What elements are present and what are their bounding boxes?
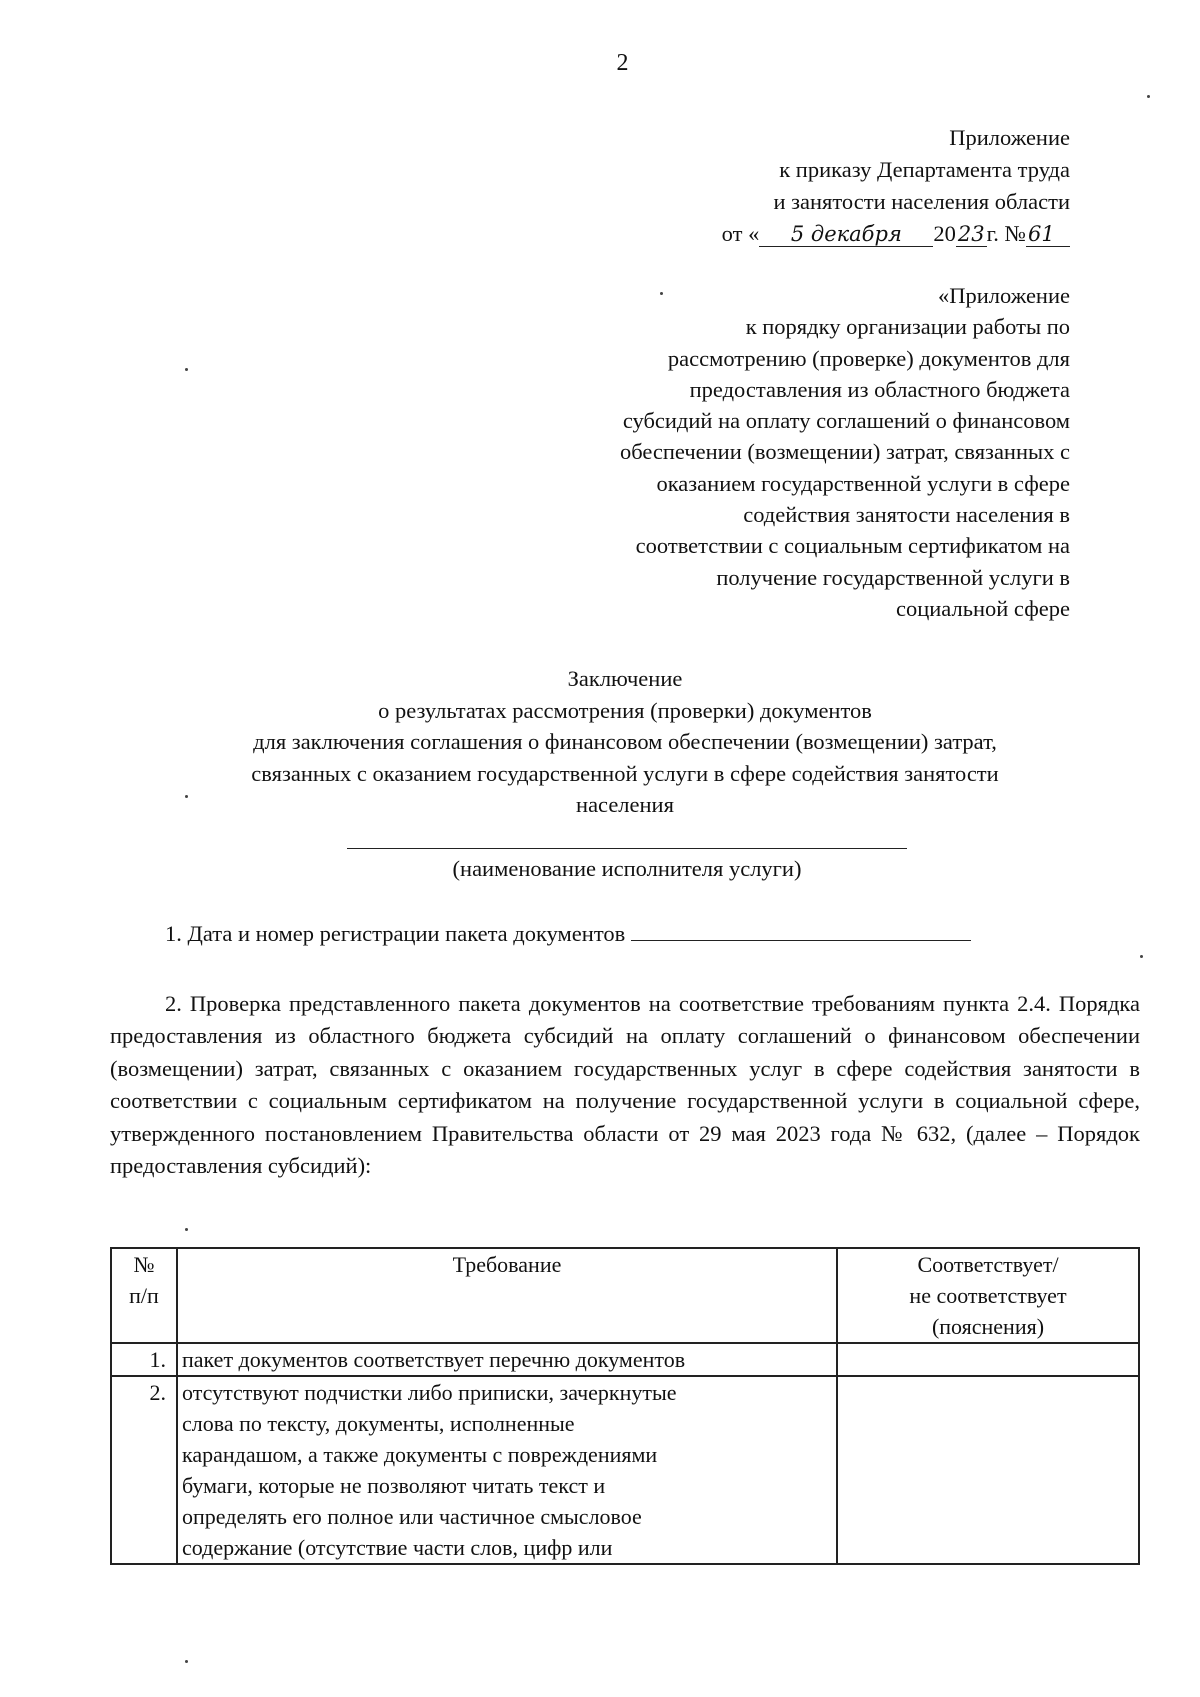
contractor-name-caption: (наименование исполнителя услуги) [452,856,802,881]
row-number: 2. [111,1376,177,1564]
header-number [111,1248,177,1343]
header-number-line: п/п [129,1283,159,1308]
requirement-line: пакет документов соответствует перечню документов [182,1347,686,1372]
row-requirement [177,1343,837,1376]
procedure-line: социальной сфере [895,595,1070,621]
conclusion-title: Заключение [567,666,683,691]
contractor-name-blank [347,848,907,849]
scan-speck [1140,955,1143,958]
row-compliance-cell[interactable] [837,1343,1139,1376]
year-suffix: г. № [986,221,1026,246]
requirement-line: определять его полное или частичное смысловое [182,1504,642,1529]
appendix-title: Приложение [949,125,1070,150]
header-number-line: № [133,1252,155,1277]
year-prefix: 20 [933,221,956,246]
conclusion-subtitle-line: для заключения соглашения о финансовом обеспечении (возмещении) затрат, [253,729,997,754]
item-verification-paragraph: 2. Проверка представленного пакета документов на соответствие требованиям пункта 2.4. Порядка предоставления из областного бюджета субсидий на оплату соглашений о финансовом обеспечении (возмещении) затрат, связанных с оказанием государственных услуг в сфере содействия занятости в соответствии с социальным сертификатом на получение государственной услуги в социальной сфере, утвержденного постановлением Правительства области от 29 мая 2023 года № 632, (далее – Порядок предоставления субсидий): [110,991,1140,1179]
row-number: 1. [111,1343,177,1376]
procedure-appendix-header [620,280,1070,624]
procedure-line: к порядку организации работы по [745,314,1070,340]
registration-blank [631,920,971,941]
procedure-line: обеспечении (возмещении) затрат, связанных с [619,439,1070,465]
procedure-line: «Приложение [937,283,1070,308]
header-compliance-line: (пояснения) [931,1314,1045,1339]
conclusion-subtitle-line: о результатах рассмотрения (проверки) документов [378,697,872,723]
header-compliance-line: не соответствует [909,1283,1067,1308]
header-compliance [837,1248,1139,1343]
scan-speck [185,368,188,371]
order-date-line [722,218,1070,250]
conclusion-subtitle-line: населения [576,792,674,817]
conclusion-subtitle-line: связанных с оказанием государственной услуги в сфере содействия занятости [251,760,999,786]
requirement-line: слова по тексту, документы, исполненные [182,1411,575,1436]
procedure-line: соответствии с социальным сертификатом на [635,533,1070,559]
item-registration-label: 1. Дата и номер регистрации пакета документов [165,921,626,946]
handwritten-date: 5 декабря [759,222,933,247]
item-registration [165,920,971,947]
header-compliance-line: Соответствует/ [917,1252,1059,1277]
handwritten-year: 23 [957,222,985,246]
row-compliance-cell[interactable] [837,1376,1139,1564]
scan-speck [185,1228,188,1231]
table-header-row [111,1248,1139,1343]
requirement-line: содержание (отсутствие части слов, цифр или [182,1535,613,1560]
requirement-line: бумаги, которые не позволяют читать текст и [182,1473,606,1498]
requirement-line: карандашом, а также документы с повреждениями [182,1442,658,1467]
scan-speck [185,795,188,798]
procedure-line: содействия занятости населения в [743,502,1070,528]
scan-speck [1147,95,1150,98]
requirements-table [110,1247,1140,1565]
row-requirement [177,1376,837,1564]
procedure-line: получение государственной услуги в [716,564,1070,590]
procedure-line: рассмотрению (проверке) документов для [667,345,1070,371]
conclusion-title-block [140,663,1110,821]
header-requirement: Требование [177,1248,837,1343]
handwritten-order-number: 61 [1026,222,1070,247]
scan-speck [185,1660,188,1663]
scan-speck [660,292,663,295]
procedure-line: оказанием государственной услуги в сфере [656,470,1070,496]
appendix-line-3: и занятости населения области [773,189,1070,214]
procedure-line: предоставления из областного бюджета [689,376,1070,402]
page-number: 2 [616,50,629,76]
appendix-line-2: к приказу Департамента труда [779,157,1070,182]
procedure-line: субсидий на оплату соглашений о финансовом [622,408,1070,434]
table-row [111,1343,1139,1376]
date-prefix: от « [721,221,760,246]
table-row [111,1376,1139,1564]
requirement-line: отсутствуют подчистки либо приписки, зачеркнутые [182,1380,677,1405]
order-appendix-header [722,122,1070,250]
